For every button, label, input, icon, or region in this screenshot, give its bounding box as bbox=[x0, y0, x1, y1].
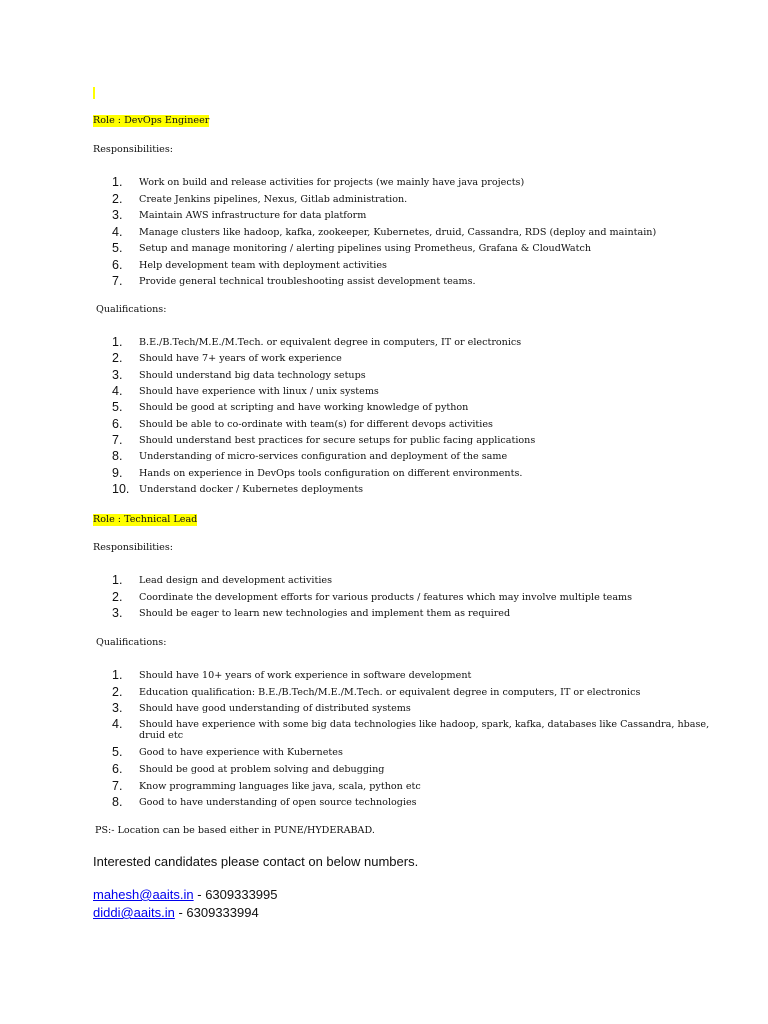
qualifications-label: Qualifications: bbox=[96, 304, 167, 315]
phone-number: - 6309333995 bbox=[193, 887, 278, 902]
list-number: 7. bbox=[112, 779, 123, 793]
contact-row bbox=[93, 887, 278, 903]
ps-note: PS:- Location can be based either in PUNE/HYDERABAD. bbox=[95, 825, 375, 836]
email-link[interactable]: mahesh@aaits.in bbox=[93, 887, 194, 902]
list-number: 5. bbox=[112, 745, 123, 759]
role-title-devops: Role : DevOps Engineer bbox=[93, 115, 210, 126]
list-item-text: Should be eager to learn new technologies and implement them as required bbox=[139, 608, 511, 619]
list-number: 7. bbox=[112, 433, 123, 447]
list-item-text: Manage clusters like hadoop, kafka, zookeeper, Kubernetes, druid, Cassandra, RDS (deploy and maintain) bbox=[139, 227, 657, 238]
list-item-text: Hands on experience in DevOps tools configuration on different environments. bbox=[139, 468, 523, 479]
list-number: 1. bbox=[112, 668, 123, 682]
list-item-text: B.E./B.Tech/M.E./M.Tech. or equivalent degree in computers, IT or electronics bbox=[139, 337, 522, 348]
list-item-text: Should be able to co-ordinate with team(s) for different devops activities bbox=[139, 419, 493, 430]
list-item-text: Understand docker / Kubernetes deployments bbox=[139, 484, 364, 495]
list-item-text: Know programming languages like java, scala, python etc bbox=[139, 781, 421, 792]
list-number: 7. bbox=[112, 274, 123, 288]
phone-number: - 6309333994 bbox=[174, 905, 259, 920]
text-cursor bbox=[93, 87, 95, 99]
list-number: 4. bbox=[112, 225, 123, 239]
list-number: 4. bbox=[112, 384, 123, 398]
responsibilities-label: Responsibilities: bbox=[93, 144, 174, 155]
list-item-text: Provide general technical troubleshooting assist development teams. bbox=[139, 276, 476, 287]
list-number: 1. bbox=[112, 175, 123, 189]
email-link[interactable]: diddi@aaits.in bbox=[93, 905, 175, 920]
list-item-text: Work on build and release activities for projects (we mainly have java projects) bbox=[139, 177, 525, 188]
list-item-text: Should have experience with linux / unix systems bbox=[139, 386, 379, 397]
list-number: 6. bbox=[112, 258, 123, 272]
list-item-text: Should be good at scripting and have working knowledge of python bbox=[139, 402, 469, 413]
list-number: 8. bbox=[112, 795, 123, 809]
list-item-text: Understanding of micro-services configuration and deployment of the same bbox=[139, 451, 508, 462]
list-number: 2. bbox=[112, 590, 123, 604]
list-item-text: Lead design and development activities bbox=[139, 575, 333, 586]
list-number: 8. bbox=[112, 449, 123, 463]
list-item-text: Should have good understanding of distributed systems bbox=[139, 703, 411, 714]
qualifications-label: Qualifications: bbox=[96, 637, 167, 648]
list-number: 5. bbox=[112, 241, 123, 255]
list-item-text: Create Jenkins pipelines, Nexus, Gitlab administration. bbox=[139, 194, 408, 205]
list-number: 2. bbox=[112, 192, 123, 206]
list-number: 3. bbox=[112, 701, 123, 715]
list-item-text: Should have 10+ years of work experience in software development bbox=[139, 670, 472, 681]
list-number: 3. bbox=[112, 606, 123, 620]
list-number: 2. bbox=[112, 351, 123, 365]
list-number: 3. bbox=[112, 208, 123, 222]
responsibilities-label: Responsibilities: bbox=[93, 542, 174, 553]
list-number: 2. bbox=[112, 685, 123, 699]
list-item-text: Setup and manage monitoring / alerting pipelines using Prometheus, Grafana & CloudWatch bbox=[139, 243, 592, 254]
list-number: 9. bbox=[112, 466, 123, 480]
list-number: 1. bbox=[112, 573, 123, 587]
list-number: 10. bbox=[112, 482, 130, 496]
role-title-tech-lead: Role : Technical Lead bbox=[93, 514, 198, 525]
list-item-text: Should understand best practices for secure setups for public facing applications bbox=[139, 435, 536, 446]
list-item-text: Should be good at problem solving and debugging bbox=[139, 764, 385, 775]
list-item-text: Maintain AWS infrastructure for data platform bbox=[139, 210, 367, 221]
list-item-text: Should understand big data technology setups bbox=[139, 370, 366, 381]
list-number: 6. bbox=[112, 417, 123, 431]
contact-row bbox=[93, 905, 259, 921]
list-item-text: Should have experience with some big data technologies like hadoop, spark, kafka, databases like Cassandra, hbase, bbox=[139, 719, 710, 730]
list-item-text: Help development team with deployment activities bbox=[139, 260, 387, 271]
list-number: 5. bbox=[112, 400, 123, 414]
contact-intro: Interested candidates please contact on below numbers. bbox=[93, 854, 419, 869]
list-number: 4. bbox=[112, 717, 123, 731]
list-item-text: Good to have experience with Kubernetes bbox=[139, 747, 343, 758]
qualification-continued: druid etc bbox=[139, 730, 184, 741]
list-number: 1. bbox=[112, 335, 123, 349]
list-item-text: Should have 7+ years of work experience bbox=[139, 353, 342, 364]
list-number: 3. bbox=[112, 368, 123, 382]
list-item-text: Coordinate the development efforts for various products / features which may involve multiple teams bbox=[139, 592, 633, 603]
list-item-text: Education qualification: B.E./B.Tech/M.E./M.Tech. or equivalent degree in computers, IT or electronics bbox=[139, 687, 641, 698]
list-number: 6. bbox=[112, 762, 123, 776]
list-item-text: Good to have understanding of open source technologies bbox=[139, 797, 417, 808]
